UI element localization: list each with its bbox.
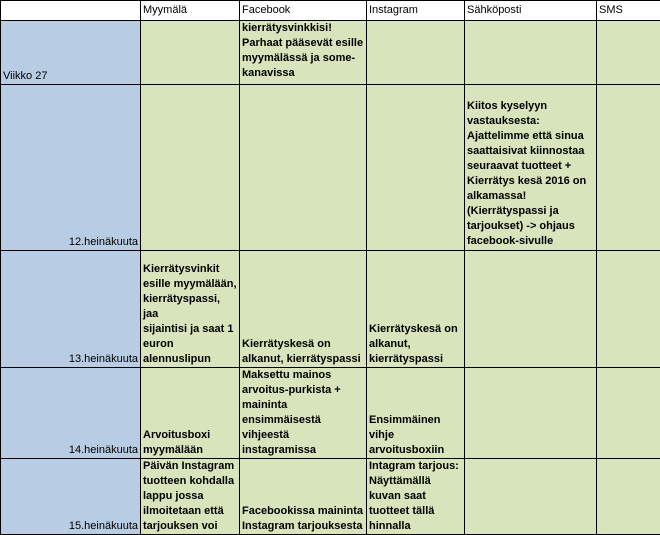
cell-instagram: [367, 85, 465, 251]
cell-facebook: Facebookissa maininta Instagram tarjouksesta: [240, 459, 367, 535]
cell-sahkoposti: [465, 459, 597, 535]
header-sms: SMS: [597, 1, 660, 21]
cell-sms: [597, 21, 660, 85]
cell-facebook: Kierrätyskesä on alkanut, kierrätyspassi: [240, 251, 367, 368]
cell-sms: [597, 251, 660, 368]
table-row: [1, 368, 660, 459]
table-row: [1, 85, 660, 251]
cell-myymala: [141, 21, 240, 85]
cell-myymala: [141, 85, 240, 251]
header-facebook: Facebook: [240, 1, 367, 21]
cell-sms: [597, 459, 660, 535]
header-sahkoposti: Sähköposti: [465, 1, 597, 21]
cell-sahkoposti: [465, 251, 597, 368]
table-row: [1, 251, 660, 368]
cell-myymala: Päivän Instagram tuotteen kohdalla lappu jossa ilmoitetaan että tarjouksen voi: [141, 459, 240, 535]
cell-instagram: Ensimmäinen vihje arvoitusboxiin: [367, 368, 465, 459]
cell-sms: [597, 85, 660, 251]
cell-myymala: Arvoitusboxi myymälään: [141, 368, 240, 459]
cell-facebook: kierrätysvinkkisi! Parhaat pääsevät esille myymälässä ja some- kanavissa: [240, 21, 367, 85]
cell-instagram: Kierrätyskesä on alkanut, kierrätyspassi: [367, 251, 465, 368]
table-row: [1, 21, 660, 85]
cell-instagram: [367, 21, 465, 85]
row-label: 14.heinäkuuta: [1, 368, 141, 459]
row-label: 15.heinäkuuta: [1, 459, 141, 535]
row-label: 13.heinäkuuta: [1, 251, 141, 368]
cell-instagram: Intagram tarjous: Näyttämällä kuvan saat tuotteet tällä hinnalla: [367, 459, 465, 535]
cell-sahkoposti: [465, 368, 597, 459]
header-myymala: Myymälä: [141, 1, 240, 21]
cell-sahkoposti: Kiitos kyselyyn vastauksesta: Ajattelimme että sinua saattaisivat kiinnostaa seuraavat tuotteet + Kierrätys kesä 2016 on alkamassa! (Kierrätyspassi ja tarjoukset) -> ohjaus facebook-sivulle: [465, 85, 597, 251]
cell-facebook: Maksettu mainos arvoitus-purkista + maininta ensimmäisestä vihjeestä instagramissa: [240, 368, 367, 459]
cell-sms: [597, 368, 660, 459]
header-corner: [1, 1, 141, 21]
cell-myymala: Kierrätysvinkit esille myymälään, kierrätyspassi, jaa sijaintisi ja saat 1 euron alennuslipun: [141, 251, 240, 368]
row-label: 12.heinäkuuta: [1, 85, 141, 251]
cell-facebook: [240, 85, 367, 251]
row-label: Viikko 27: [1, 21, 141, 85]
cell-sahkoposti: [465, 21, 597, 85]
header-instagram: Instagram: [367, 1, 465, 21]
header-row: [1, 1, 660, 21]
table-row: [1, 459, 660, 535]
